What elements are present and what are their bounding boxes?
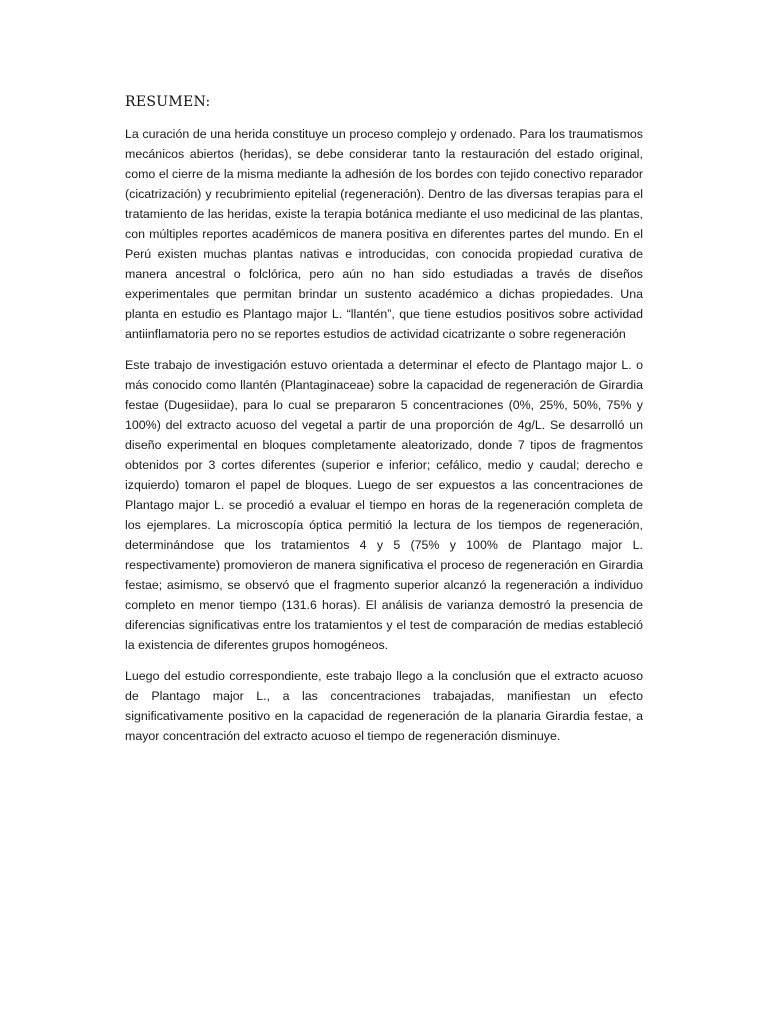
abstract-paragraph-3: Luego del estudio correspondiente, este trabajo llego a la conclusión que el extracto acuoso de Plantago major L., a las concentraciones trabajadas, manifiestan un efecto significativamente positivo en la capacidad de regeneración de la planaria Girardia festae, a mayor concentración del extracto acuoso el tiempo de regeneración disminuye. — [125, 669, 643, 743]
abstract-section — [125, 94, 643, 757]
abstract-heading: RESUMEN: — [125, 94, 211, 110]
abstract-paragraph-2: Este trabajo de investigación estuvo orientada a determinar el efecto de Plantago major L. o más conocido como llantén (Plantaginaceae) sobre la capacidad de regeneración de Girardia festae (Dugesiidae), para lo cual se prepararon 5 concentraciones (0%, 25%, 50%, 75% y 100%) del extracto acuoso del vegetal a partir de una proporción de 4g/L. Se desarrolló un diseño experimental en bloques completamente aleatorizado, donde 7 tipos de fragmentos obtenidos por 3 cortes diferentes (superior e inferior; cefálico, medio y caudal; derecho e izquierdo) tomaron el papel de bloques. Luego de ser expuestos a las concentraciones de Plantago major L. se procedió a evaluar el tiempo en horas de la regeneración completa de los ejemplares. La microscopía óptica permitió la lectura de los tiempos de regeneración, determinándose que los tratamientos 4 y 5 (75% y 100% de Plantago major L. respectivamente) promovieron de manera significativa el proceso de regeneración en Girardia festae; asimismo, se observó que el fragmento superior alcanzó la regeneración a individuo completo en menor tiempo (131.6 horas). El análisis de varianza demostró la presencia de diferencias significativas entre los tratamientos y el test de comparación de medias estableció la existencia de diferentes grupos homogéneos. — [125, 358, 643, 652]
abstract-paragraph-1: La curación de una herida constituye un proceso complejo y ordenado. Para los traumatismos mecánicos abiertos (heridas), se debe considerar tanto la restauración del estado original, como el cierre de la misma mediante la adhesión de los bordes con tejido conectivo reparador (cicatrización) y recubrimiento epitelial (regeneración). Dentro de las diversas terapias para el tratamiento de las heridas, existe la terapia botánica mediante el uso medicinal de las plantas, con múltiples reportes académicos de manera positiva en diferentes partes del mundo. En el Perú existen muchas plantas nativas e introducidas, con conocida propiedad curativa de manera ancestral o folclórica, pero aún no han sido estudiadas a través de diseños experimentales que permitan brindar un sustento académico a dichas propiedades. Una planta en estudio es Plantago major L. “llantén”, que tiene estudios positivos sobre actividad antiinflamatoria pero no se reportes estudios de actividad cicatrizante o sobre regeneración — [125, 127, 643, 341]
